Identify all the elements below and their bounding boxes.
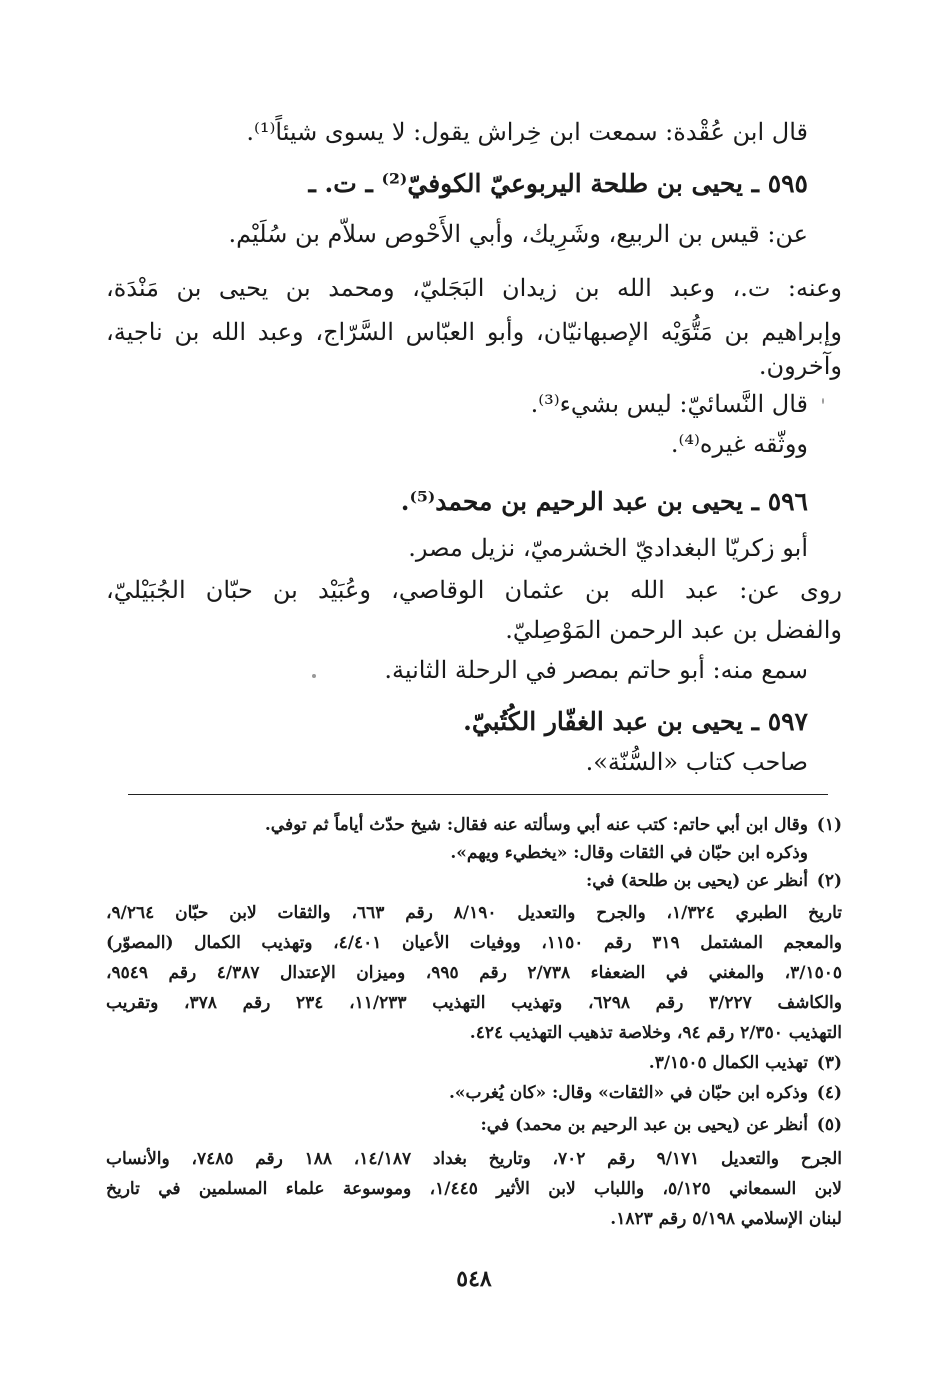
text-line: روى عن: عبد الله بن عثمان الوقاصي، وعُبَيْد بن حبّان الجُبَيْليّ، bbox=[106, 576, 843, 604]
footnote-number: (٢) bbox=[816, 871, 842, 891]
footnote-number: (١) bbox=[816, 815, 842, 835]
entry-heading-597: ٥٩٧ ـ يحيى بن عبد الغفّار الكُتُبيّ. bbox=[463, 707, 808, 736]
footnote-text: تاريخ الطبري ١/٣٢٤، والجرح والتعديل ٨/١٩٠ رقم ٦٦٣، والثقات لابن حبّان ٩/٢٦٤، bbox=[106, 903, 842, 923]
footnote-text: وقال ابن أبي حاتم: كتب عنه أبي وسألته عنه فقال: شيخ حدّث أياماً ثم توفي. bbox=[264, 815, 808, 835]
footnote-text: والكاشف ٣/٢٢٧ رقم ٦٢٩٨، وتهذيب التهذيب ١١/٢٣٣، ٢٣٤ رقم ٣٧٨، وتقريب bbox=[106, 993, 842, 1013]
paper-speck bbox=[822, 398, 824, 404]
footnote-text: وذكره ابن حبّان في «الثقات» وقال: «كان يُغرب». bbox=[448, 1083, 808, 1103]
text-line: وإبراهيم بن مَتُّوَيْه الإصبهانيّان، وأبو العبّاس السَّرّاج، وعبد الله بن ناجية، bbox=[106, 318, 842, 346]
footnote-text: تهذيب الكمال ٣/١٥٠٥. bbox=[648, 1053, 808, 1073]
footnote-text: ٣/١٥٠٥، والمغني في الضعفاء ٢/٧٣٨ رقم ٩٩٥، وميزان الإعتدال ٤/٣٨٧ رقم ٩٥٤٩، bbox=[106, 963, 842, 983]
footnote-text: والمعجم المشتمل ٣١٩ رقم ١١٥٠، ووفيات الأعيان ٤/٤٠١، وتهذيب الكمال (المصوّر) bbox=[106, 933, 842, 953]
footnote-text: لبنان الإسلامي ٥/١٩٨ رقم ١٨٢٣. bbox=[610, 1209, 842, 1229]
text-line: صاحب كتاب «السُّنّة». bbox=[585, 748, 808, 776]
footnote-number: (٤) bbox=[816, 1083, 842, 1103]
text-line: والفضل بن عبد الرحمن المَوْصِليّ. bbox=[505, 616, 842, 644]
footnote-text: التهذيب ٢/٣٥٠ رقم ٩٤، وخلاصة تذهيب التهذيب ٤٢٤. bbox=[469, 1023, 842, 1043]
text-line: عن: قيس بن الربيع، وشَرِيك، وأبي الأَحْوص سلاّم بن سُلَيْم. bbox=[228, 220, 808, 248]
footnote-text: أنظر عن (يحيى بن طلحة) في: bbox=[585, 871, 808, 891]
text-line: ووثّقه غيره⁽⁴⁾. bbox=[670, 430, 808, 458]
footnote-number: (٣) bbox=[816, 1053, 842, 1073]
footnote-separator bbox=[128, 794, 828, 795]
text-line: سمع منه: أبو حاتم بمصر في الرحلة الثانية. bbox=[384, 656, 808, 684]
footnote-text: لابن السمعاني ٥/١٢٥، واللباب لابن الأثير ١/٤٤٥، وموسوعة علماء المسلمين في تاريخ bbox=[106, 1179, 842, 1199]
footnote-text: وذكره ابن حبّان في الثقات وقال: «يخطيء ويهم». bbox=[450, 843, 808, 863]
text-line: قال ابن عُقْدة: سمعت ابن خِراش يقول: لا يسوى شيئاً⁽¹⁾. bbox=[246, 118, 808, 146]
text-line: أبو زكريّا البغداديّ الخشرميّ، نزيل مصر. bbox=[408, 534, 808, 562]
paper-speck bbox=[312, 674, 316, 678]
entry-heading-595: ٥٩٥ ـ يحيى بن طلحة اليربوعيّ الكوفيّ⁽²⁾ ـ ت. ـ bbox=[308, 169, 808, 198]
text-line: قال النَّسائيّ: ليس بشيء⁽³⁾. bbox=[530, 390, 808, 418]
footnote-text: الجرح والتعديل ٩/١٧١ رقم ٧٠٢، وتاريخ بغداد ١٤/١٨٧، ١٨٨ رقم ٧٤٨٥، والأنساب bbox=[106, 1149, 842, 1169]
footnote-number: (٥) bbox=[816, 1115, 842, 1135]
page-number: ٥٤٨ bbox=[456, 1266, 492, 1292]
text-line: وعنه: ت.، وعبد الله بن زيدان البَجَليّ، ومحمد بن يحيى بن مَنْدَة، bbox=[106, 274, 843, 302]
text-line: وآخرون. bbox=[758, 352, 842, 380]
footnote-text: أنظر عن (يحيى بن عبد الرحيم بن محمد) في: bbox=[480, 1115, 808, 1135]
entry-heading-596: ٥٩٦ ـ يحيى بن عبد الرحيم بن محمد⁽⁵⁾. bbox=[400, 487, 808, 516]
